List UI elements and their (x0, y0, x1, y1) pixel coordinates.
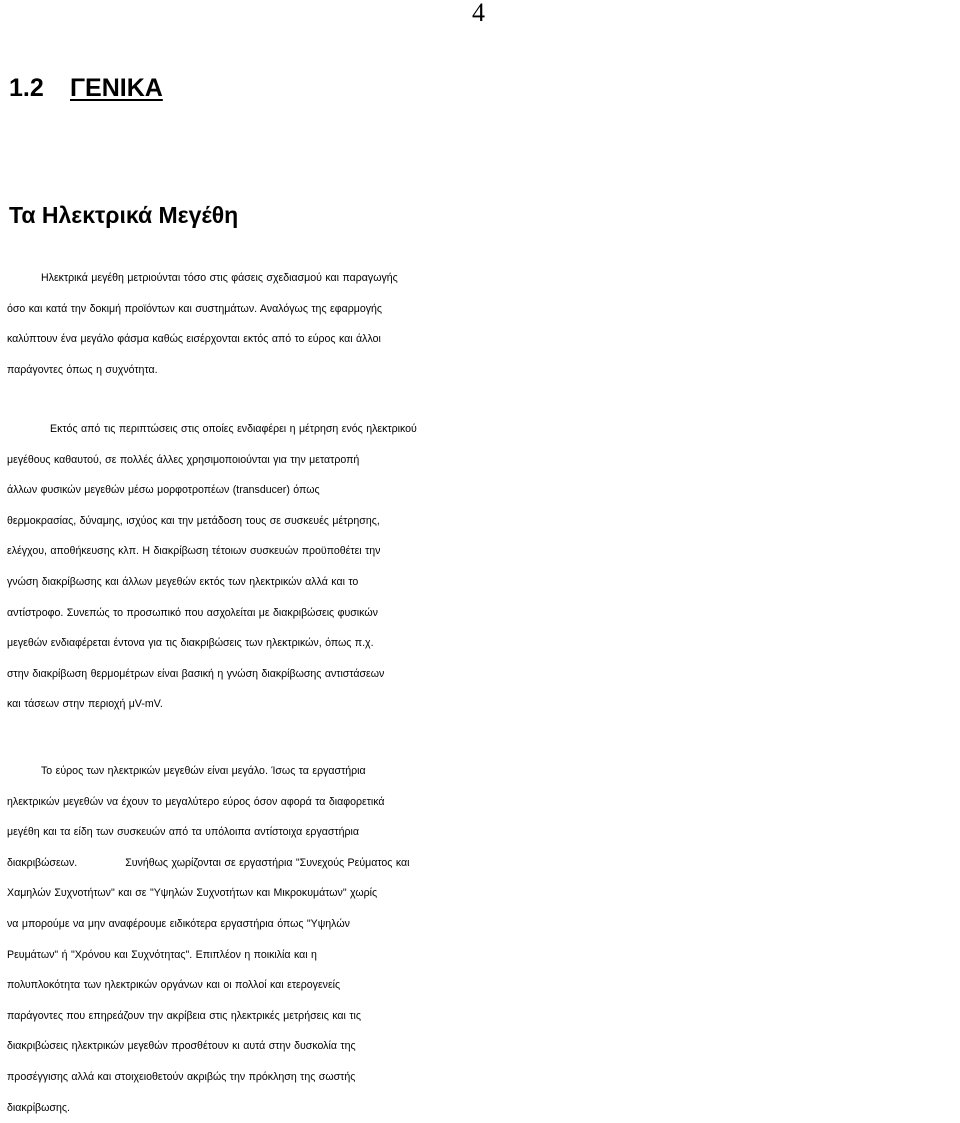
text-line: Ηλεκτρικά μεγέθη μετριούνται τόσο στις φάσεις σχεδιασμού και παραγωγής (41, 272, 398, 284)
section-heading (9, 73, 163, 103)
text-line: καλύπτουν ένα μεγάλο φάσμα καθώς εισέρχονται εκτός από το εύρος και άλλοι (7, 333, 381, 346)
text-line: και τάσεων στην περιοχή μV-mV. (7, 698, 163, 711)
text-line: να μπορούμε να μην αναφέρουμε ειδικότερα εργαστήρια όπως "Υψηλών (7, 917, 350, 930)
text-line: Χαμηλών Συχνοτήτων" και σε "Υψηλών Συχνοτήτων και Μικροκυμάτων" χωρίς (7, 887, 378, 900)
text-line: ηλεκτρικών μεγεθών να έχουν το μεγαλύτερο εύρος όσον αφορά τα διαφορετικά (7, 795, 385, 808)
subheading: Τα Ηλεκτρικά Μεγέθη (9, 202, 239, 228)
text-line: άλλων φυσικών μεγεθών μέσω μορφοτροπέων (transducer) όπως (7, 484, 320, 497)
text-line: αντίστροφο. Συνεπώς το προσωπικό που ασχολείται με διακριβώσεις φυσικών (7, 606, 378, 619)
text-line: διακριβώσεις ηλεκτρικών μεγεθών προσθέτουν κι αυτά στην δυσκολία της (7, 1040, 356, 1053)
text-line: ελέγχου, αποθήκευσης κλπ. Η διακρίβωση τέτοιων συσκευών προϋποθέτει την (7, 545, 381, 558)
text-line: μεγεθών ενδιαφέρεται έντονα για τις διακριβώσεις των ηλεκτρικών, όπως π.χ. (7, 637, 374, 650)
text-line: πολυπλοκότητα των ηλεκτρικών οργάνων και οι πολλοί και ετερογενείς (7, 979, 341, 992)
text-line: παράγοντες όπως η συχνότητα. (7, 363, 158, 376)
section-title: ΓΕΝΙΚΑ (70, 74, 163, 102)
text-segment: Συνήθως χωρίζονται σε εργαστήρια "Συνεχούς Ρεύματος και (125, 856, 410, 869)
text-segment: διακριβώσεων. (7, 856, 78, 869)
page-number: 4 (472, 0, 485, 27)
text-line: μεγέθους καθαυτού, σε πολλές άλλες χρησιμοποιούνται για την μετατροπή (7, 453, 360, 466)
paragraph-3 (7, 756, 957, 1123)
section-number: 1.2 (9, 74, 44, 102)
text-line: παράγοντες που επηρεάζουν την ακρίβεια στις ηλεκτρικές μετρήσεις και τις (7, 1009, 361, 1022)
text-line: Το εύρος των ηλεκτρικών μεγεθών είναι μεγάλο. Ίσως τα εργαστήρια (41, 765, 366, 777)
text-line: γνώση διακρίβωσης και άλλων μεγεθών εκτός των ηλεκτρικών αλλά και το (7, 575, 359, 588)
text-line: θερμοκρασίας, δύναμης, ισχύος και την μετάδοση τους σε συσκευές μέτρησης, (7, 514, 380, 527)
text-line: προσέγγισης αλλά και στοιχειοθετούν ακριβώς την πρόκληση της σωστής (7, 1070, 356, 1083)
text-line: διακρίβωσης. (7, 1101, 70, 1114)
paragraph-2 (7, 414, 957, 720)
text-line: Ρευμάτων" ή "Χρόνου και Συχνότητας". Επιπλέον η ποικιλία και η (7, 948, 317, 961)
text-line: όσο και κατά την δοκιμή προϊόντων και συστημάτων. Αναλόγως της εφαρμογής (7, 302, 383, 315)
paragraph-1 (7, 263, 957, 385)
text-line: στην διακρίβωση θερμομέτρων είναι βασική η γνώση διακρίβωσης αντιστάσεων (7, 667, 385, 680)
text-line: Εκτός από τις περιπτώσεις στις οποίες ενδιαφέρει η μέτρηση ενός ηλεκτρικού (50, 423, 417, 435)
text-line: μεγέθη και τα είδη των συσκευών από τα υπόλοιπα αντίστοιχα εργαστήρια (7, 826, 359, 839)
text-line (7, 848, 957, 879)
